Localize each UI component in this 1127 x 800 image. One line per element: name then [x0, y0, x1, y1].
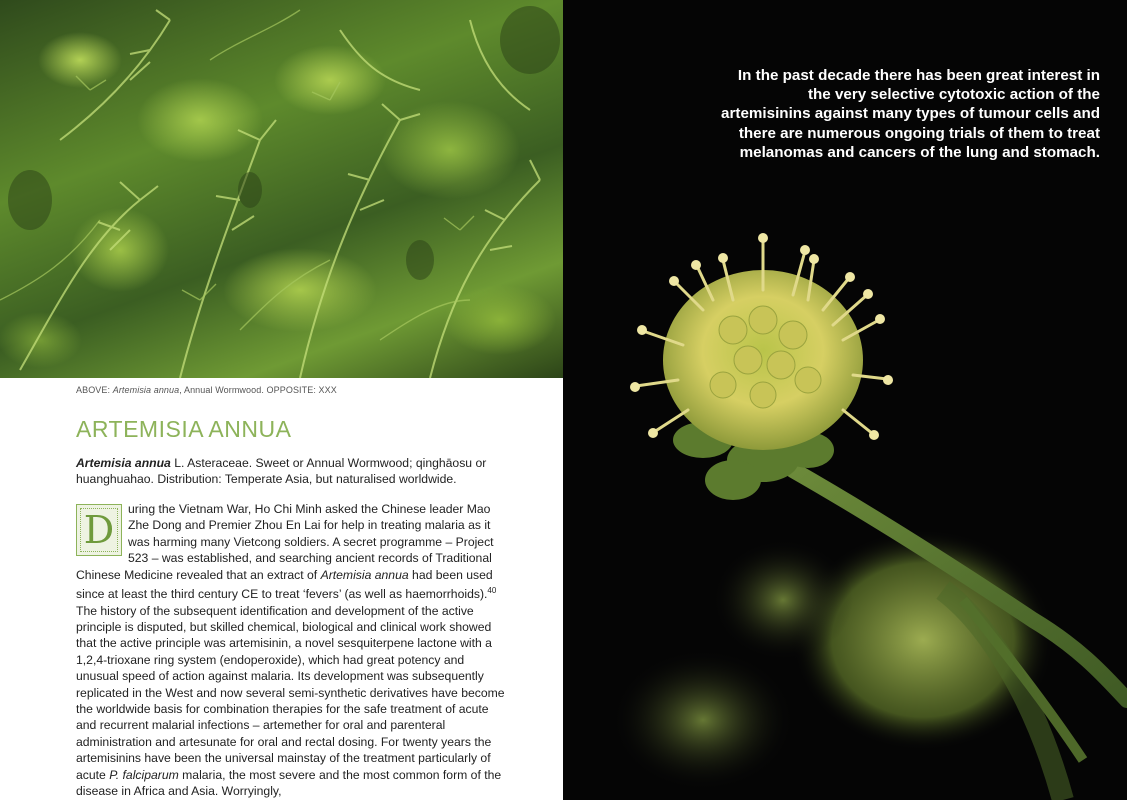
intro-species-name: Artemisia annua	[76, 456, 171, 470]
dropcap-letter: D	[83, 508, 115, 552]
blurred-bud	[713, 540, 853, 660]
caption-prefix: ABOVE:	[76, 385, 113, 395]
pull-quote: In the past decade there has been great interest in the very selective cytotoxic action of the artemisinins against many types of tumour cells and there are numerous ongoing trials of them to treat melanomas and cancers of the lung and stomach.	[721, 67, 1100, 161]
left-page	[0, 0, 563, 800]
body-part-3: The history of the subsequent identification and development of the active principle is disputed, but skilled chemical, biological and clinical work showed that the active principle was artemisinin, a novel sesquiterpene lactone with a 1,2,4-trioxane ring system (endoperoxide), which had great potency and unusual speed of action against malaria. Its development was subsequently replicated in the West and now several semi-synthetic derivatives have become the worldwide basis for combination therapies for the safe treatment of acute and recurrent malarial infections – artemether for oral and parenteral administration and artesunate for oral and rectal dosing. For twenty years the artemisinins have been the universal mainstay of the treatment particularly of acute	[76, 603, 505, 782]
right-page	[563, 0, 1127, 800]
caption-suffix: , Annual Wormwood. OPPOSITE: XXX	[179, 385, 337, 395]
artemisia-foliage-photo	[0, 0, 563, 378]
species-intro	[76, 455, 496, 487]
body-part-4: malaria, the most severe and the most common form of the disease in Africa and Asia. Worryingly,	[76, 767, 502, 798]
body-part-2: had been used since at least the third century CE to treat ‘fevers’ (as well as haemorrhoids).	[76, 567, 493, 602]
blurred-leaf	[613, 650, 793, 790]
caption-species: Artemisia annua	[112, 385, 180, 395]
body-species-name: Artemisia annua	[320, 567, 409, 582]
foliage-texture	[0, 0, 563, 378]
photo-caption	[76, 385, 546, 395]
body-pathogen-name: P. falciparum	[109, 767, 179, 782]
ornamental-dropcap	[76, 504, 122, 556]
article-heading: ARTEMISIA ANNUA	[76, 416, 292, 442]
body-text	[76, 501, 506, 799]
body-part-1: uring the Vietnam War, Ho Chi Minh asked the Chinese leader Mao Zhe Dong and Premier Zhou En Lai for help in treating malaria as it was harming many Vietcong soldiers. A secret programme – Project 523 – was established, and searching ancient records of Traditional Chinese Medicine revealed that an extract of	[76, 502, 494, 582]
footnote-marker: 40	[487, 586, 497, 596]
intro-text: L. Asteraceae. Sweet or Annual Wormwood; qinghāosu or huanghuahao. Distribution: Temperate Asia, but naturalised worldwide.	[76, 456, 487, 486]
